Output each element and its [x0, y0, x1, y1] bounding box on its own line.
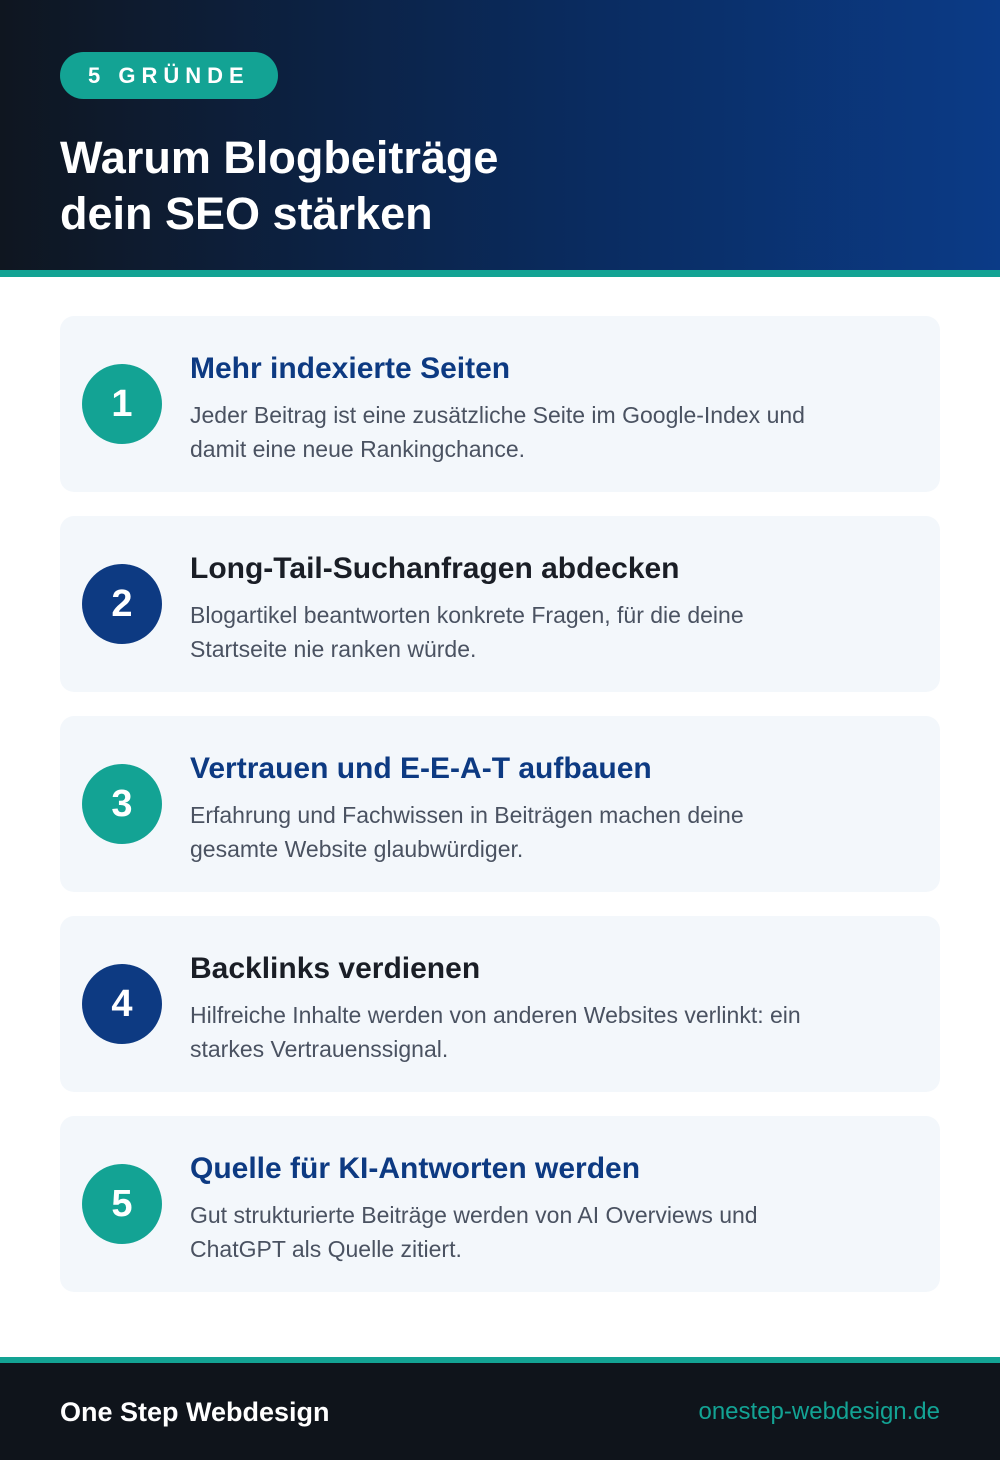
footer	[0, 1363, 1000, 1460]
reason-number-badge: 4	[82, 964, 162, 1044]
reasons-list	[60, 316, 940, 1316]
reason-title: Backlinks verdienen	[190, 952, 481, 985]
reason-card-3	[60, 716, 940, 892]
header-divider	[0, 270, 1000, 277]
reason-number-badge: 5	[82, 1164, 162, 1244]
header-banner	[0, 0, 1000, 270]
brand-name: One Step Webdesign	[60, 1397, 330, 1427]
reason-title: Mehr indexierte Seiten	[190, 352, 511, 385]
reason-number-badge: 3	[82, 764, 162, 844]
reason-description: Blogartikel beantworten konkrete Fragen, für die deine Startseite nie ranken würde.	[190, 602, 744, 662]
reason-card-4	[60, 916, 940, 1092]
reason-description: Gut strukturierte Beiträge werden von AI Overviews und ChatGPT als Quelle zitiert.	[190, 1202, 758, 1262]
reason-description: Erfahrung und Fachwissen in Beiträgen machen deine gesamte Website glaubwürdiger.	[190, 802, 744, 862]
reason-title: Vertrauen und E-E-A-T aufbauen	[190, 752, 652, 785]
reason-card-5	[60, 1116, 940, 1292]
page-title-line-2: dein SEO stärken	[60, 188, 433, 239]
reason-title: Long-Tail-Suchanfragen abdecken	[190, 552, 680, 585]
reasons-badge: 5 GRÜNDE	[60, 52, 278, 99]
website-link[interactable]: onestep-webdesign.de	[698, 1398, 940, 1425]
reason-number-badge: 2	[82, 564, 162, 644]
reason-number-badge: 1	[82, 364, 162, 444]
page-title	[60, 130, 860, 242]
reason-title: Quelle für KI-Antworten werden	[190, 1152, 641, 1185]
reason-card-2	[60, 516, 940, 692]
reason-description: Jeder Beitrag ist eine zusätzliche Seite im Google-Index und damit eine neue Rankingchance.	[190, 402, 805, 462]
reason-description: Hilfreiche Inhalte werden von anderen Websites verlinkt: ein starkes Vertrauenssignal.	[190, 1002, 801, 1062]
page-title-line-1: Warum Blogbeiträge	[60, 132, 499, 183]
reason-card-1	[60, 316, 940, 492]
